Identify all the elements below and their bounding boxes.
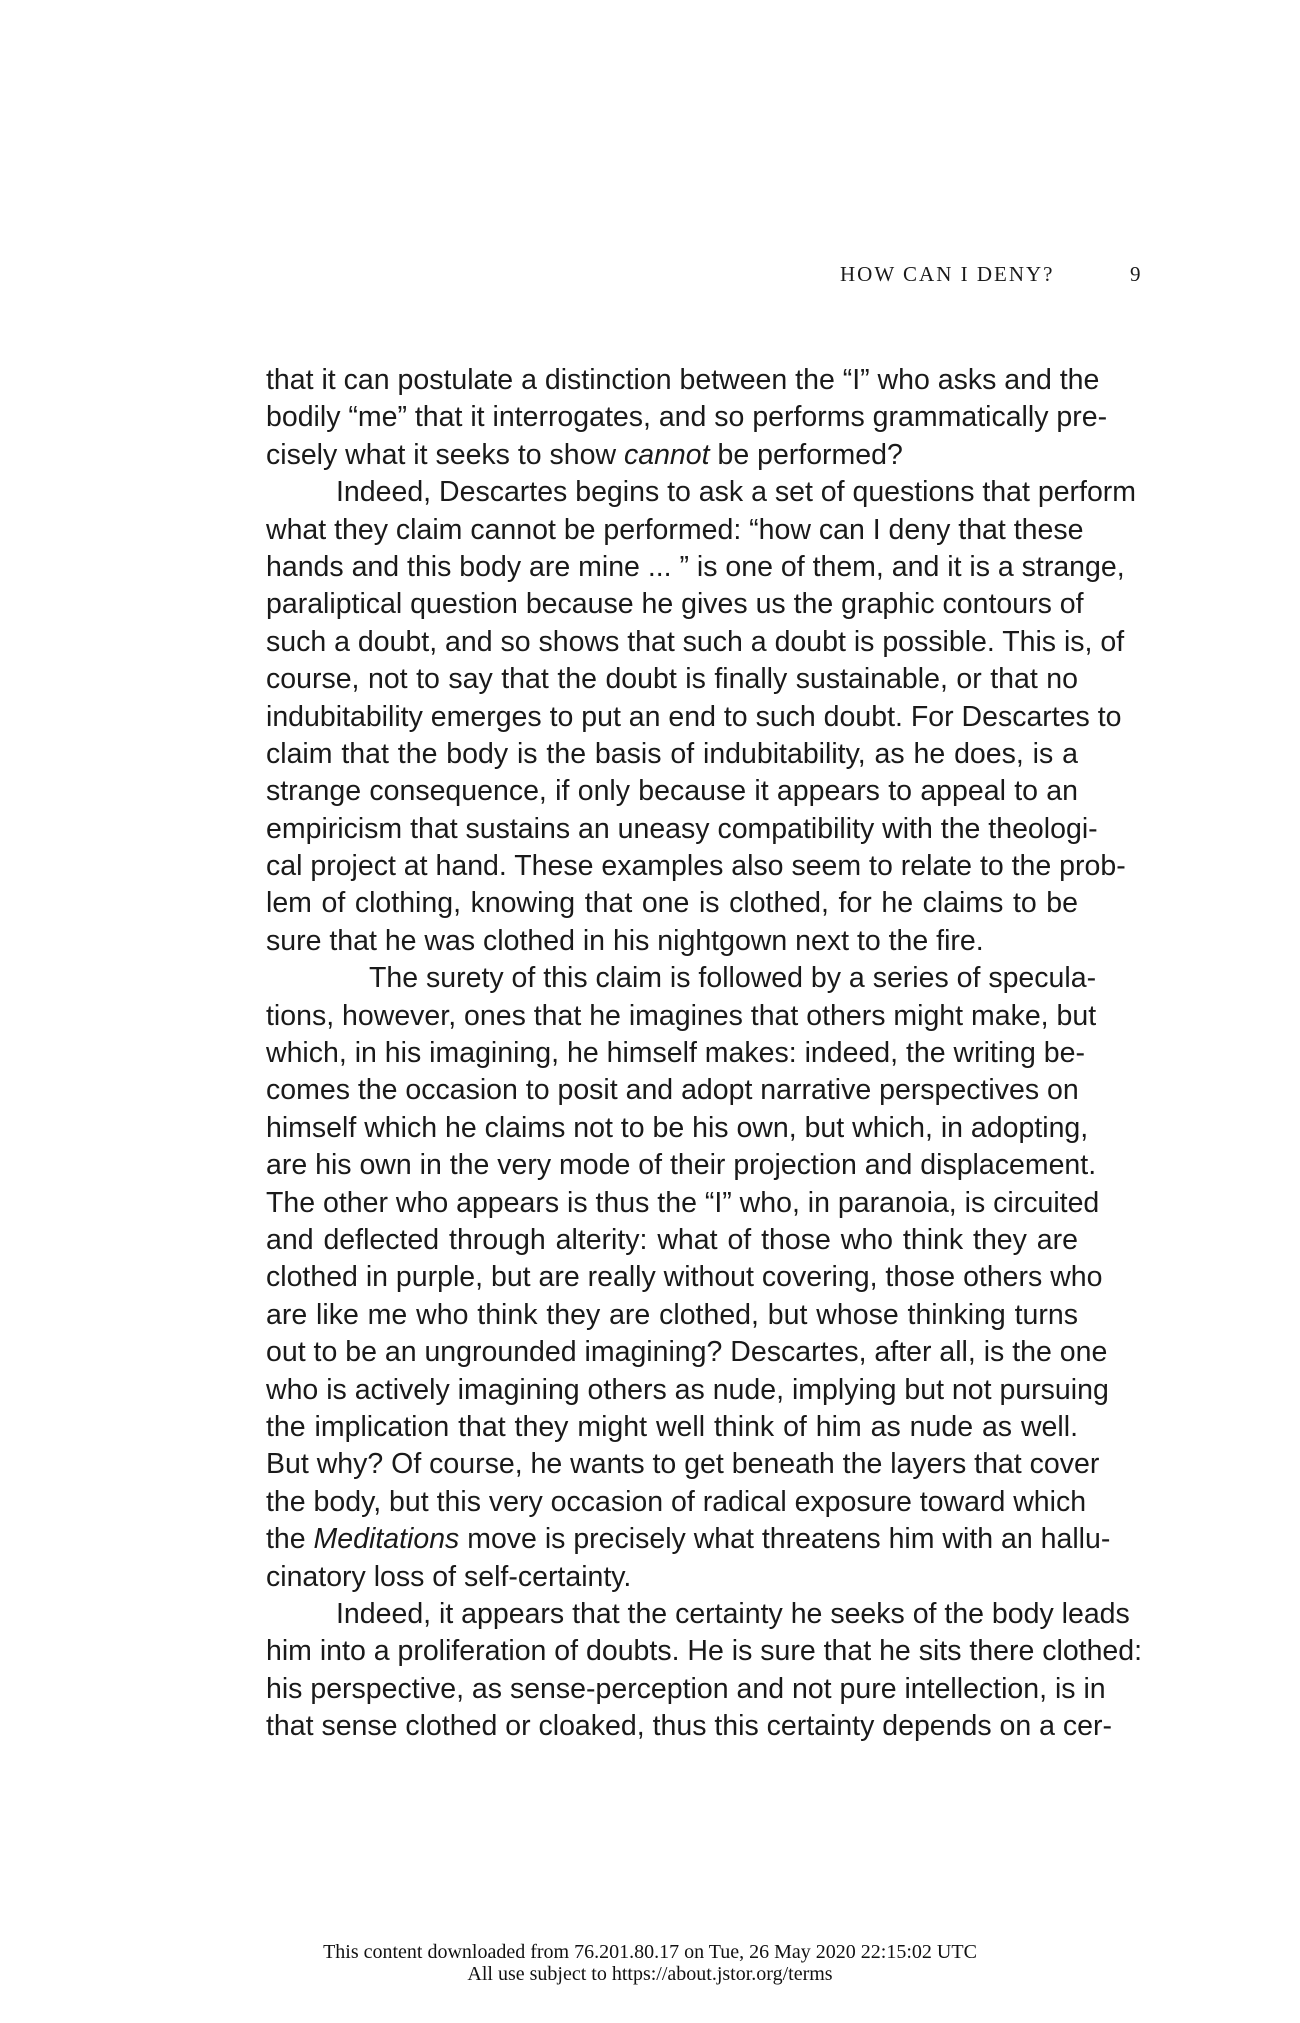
text-line: Indeed, Descartes begins to ask a set of questions that perform (336, 476, 1137, 509)
page-number: 9 (1130, 262, 1141, 286)
text-line: cal project at hand. These examples also seem to relate to the prob- (266, 850, 1126, 883)
text-line: the body, but this very occasion of radical exposure toward which (266, 1485, 1087, 1518)
text-line: cinatory loss of self-certainty. (266, 1560, 632, 1593)
text-line: that sense clothed or cloaked, thus this certainty depends on a cer- (266, 1710, 1112, 1743)
text-line: out to be an ungrounded imagining? Descartes, after all, is the one (266, 1336, 1108, 1369)
text-line: the Meditations move is precisely what threatens him with an hallu- (266, 1523, 1111, 1556)
text-line: strange consequence, if only because it appears to appeal to an (266, 775, 1078, 808)
text-line: paraliptical question because he gives us the graphic contours of (266, 588, 1084, 621)
footer-download-line: This content downloaded from 76.201.80.17 on Tue, 26 May 2020 22:15:02 UTC (323, 1941, 977, 1963)
text-line: such a doubt, and so shows that such a doubt is possible. This is, of (266, 625, 1125, 658)
text-line: empiricism that sustains an uneasy compatibility with the theologi- (266, 812, 1098, 845)
download-footer (0, 1941, 1300, 1985)
text-line: Indeed, it appears that the certainty he seeks of the body leads (336, 1597, 1130, 1630)
body-text (266, 362, 1143, 1745)
text-line: sure that he was clothed in his nightgown next to the fire. (266, 924, 984, 957)
text-line: himself which he claims not to be his own, but which, in adopting, (266, 1111, 1089, 1144)
text-line: tions, however, ones that he imagines that others might make, but (266, 999, 1097, 1032)
running-head-title: HOW CAN I DENY? (840, 262, 1055, 286)
text-line: clothed in purple, but are really without covering, those others who (266, 1261, 1103, 1294)
text-line: lem of clothing, knowing that one is clothed, for he claims to be (266, 887, 1078, 920)
text-line: But why? Of course, he wants to get beneath the layers that cover (266, 1448, 1100, 1481)
footer-terms-line: All use subject to https://about.jstor.org/terms (467, 1963, 833, 1985)
text-line: indubitability emerges to put an end to such doubt. For Descartes to (266, 700, 1122, 733)
text-line: cisely what it seeks to show cannot be performed? (266, 438, 903, 471)
text-line: the implication that they might well think of him as nude as well. (266, 1410, 1078, 1443)
text-line: The other who appears is thus the “I” who, in paranoia, is circuited (266, 1186, 1100, 1219)
running-head (840, 262, 1140, 287)
text-line: are his own in the very mode of their projection and displacement. (266, 1149, 1097, 1182)
text-line: bodily “me” that it interrogates, and so performs grammatically pre- (266, 401, 1108, 434)
text-line: hands and this body are mine ... ” is one of them, and it is a strange, (266, 550, 1125, 583)
text-line: which, in his imagining, he himself makes: indeed, the writing be- (266, 1037, 1085, 1070)
text-line: his perspective, as sense-perception and not pure intellection, is in (266, 1672, 1106, 1705)
text-line: are like me who think they are clothed, but whose thinking turns (266, 1298, 1078, 1331)
text-line: course, not to say that the doubt is finally sustainable, or that no (266, 663, 1078, 696)
text-line: comes the occasion to posit and adopt narrative perspectives on (266, 1074, 1079, 1107)
text-line: who is actively imagining others as nude, implying but not pursuing (266, 1373, 1109, 1406)
text-line: claim that the body is the basis of indubitability, as he does, is a (266, 737, 1078, 770)
text-line: and deflected through alterity: what of those who think they are (266, 1223, 1078, 1256)
text-line: that it can postulate a distinction between the “I” who asks and the (266, 364, 1100, 396)
text-line: what they claim cannot be performed: “how can I deny that these (266, 513, 1084, 546)
text-line: The surety of this claim is followed by a series of specula- (369, 962, 1097, 995)
text-line: him into a proliferation of doubts. He is sure that he sits there clothed: (266, 1635, 1143, 1668)
